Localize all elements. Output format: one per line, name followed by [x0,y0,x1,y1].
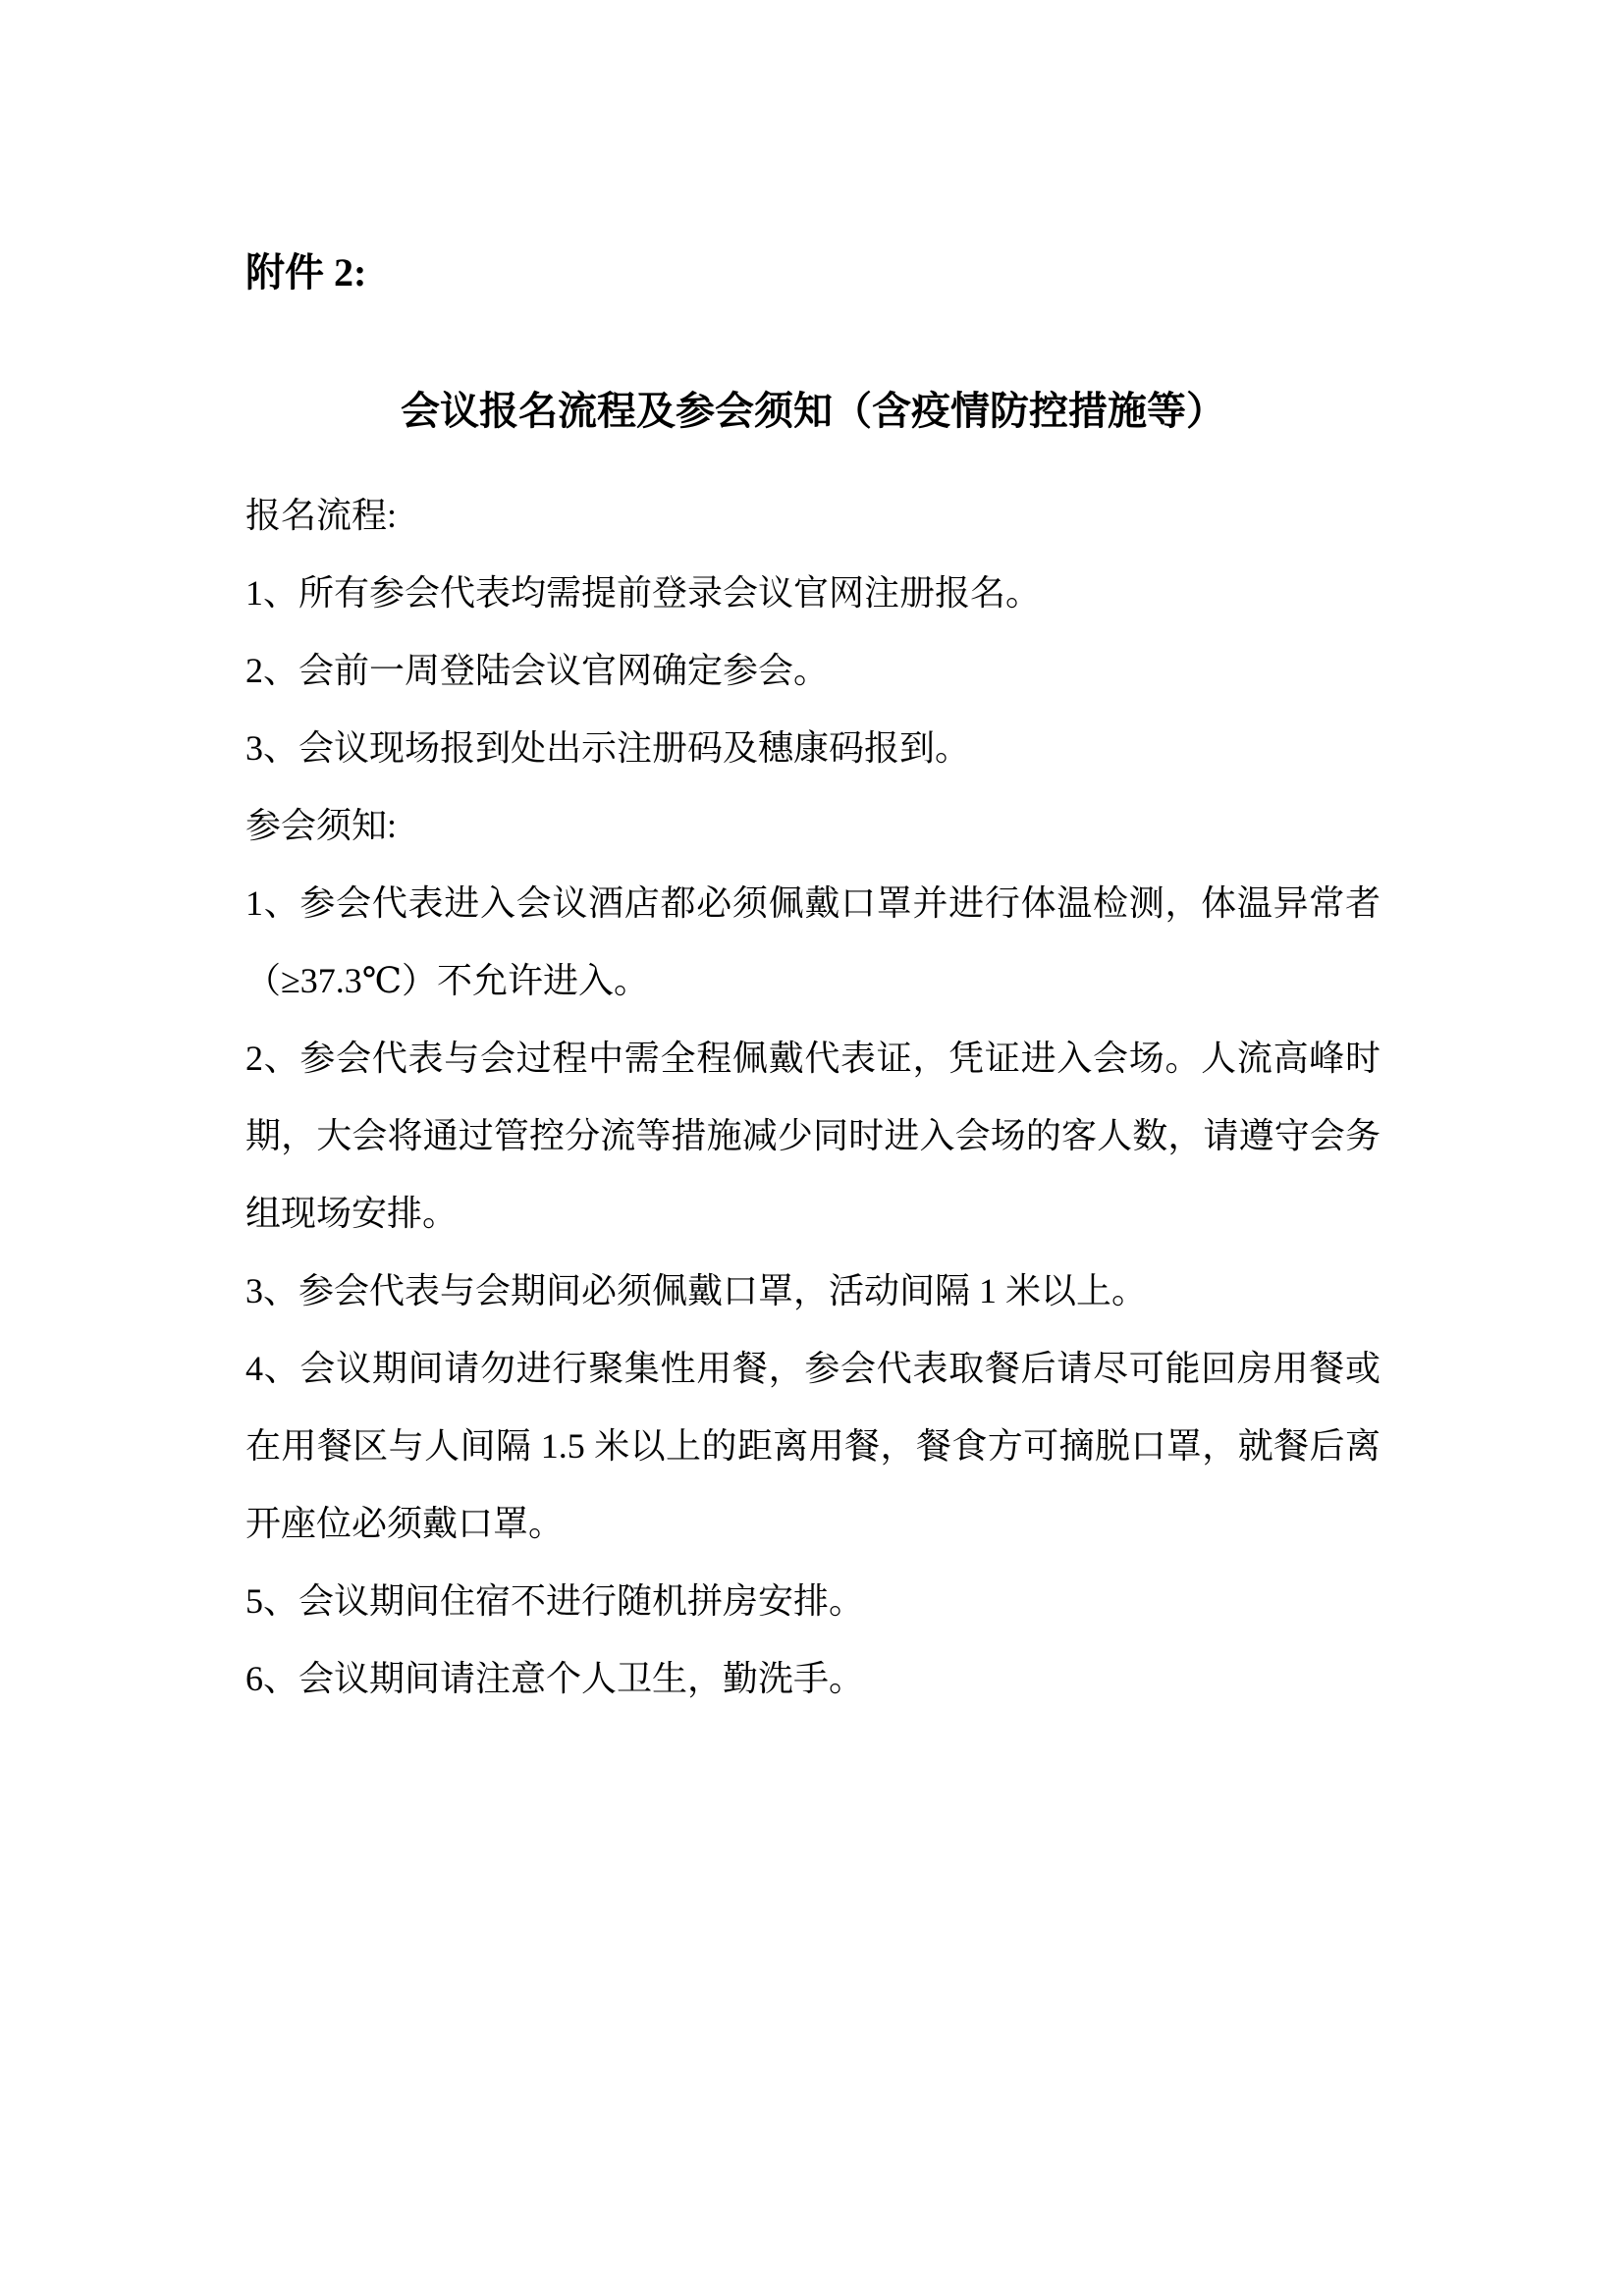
attendance-note-2: 2、参会代表与会过程中需全程佩戴代表证，凭证进入会场。人流高峰时期，大会将通过管控分流等措施减少同时进入会场的客人数，请遵守会务组现场安排。 [245,1039,1380,1233]
document-title: 会议报名流程及参会须知（含疫情防控措施等） [401,389,1225,433]
attendance-note-4: 4、会议期间请勿进行聚集性用餐，参会代表取餐后请尽可能回房用餐或在用餐区与人间隔 1.5 米以上的距离用餐，餐食方可摘脱口罩，就餐后离开座位必须戴口罩。 [245,1349,1380,1543]
attendance-note-5: 5、会议期间住宿不进行随机拼房安排。 [245,1581,865,1621]
section-heading-registration-process: 报名流程: [245,496,398,535]
document-body [245,477,1380,1718]
attendance-note-6: 6、会议期间请注意个人卫生，勤洗手。 [245,1659,865,1698]
section-heading-attendance-notes: 参会须知: [245,806,398,845]
registration-step-3: 3、会议现场报到处出示注册码及穗康码报到。 [245,728,971,768]
registration-step-2: 2、会前一周登陆会议官网确定参会。 [245,651,830,690]
attendance-note-1: 1、参会代表进入会议酒店都必须佩戴口罩并进行体温检测，体温异常者（≥37.3℃）不允许进入。 [245,883,1380,1000]
attachment-label: 附件 2: [245,250,367,294]
registration-step-1: 1、所有参会代表均需提前登录会议官网注册报名。 [245,573,1042,613]
attendance-note-3: 3、参会代表与会期间必须佩戴口罩，活动间隔 1 米以上。 [245,1271,1148,1310]
